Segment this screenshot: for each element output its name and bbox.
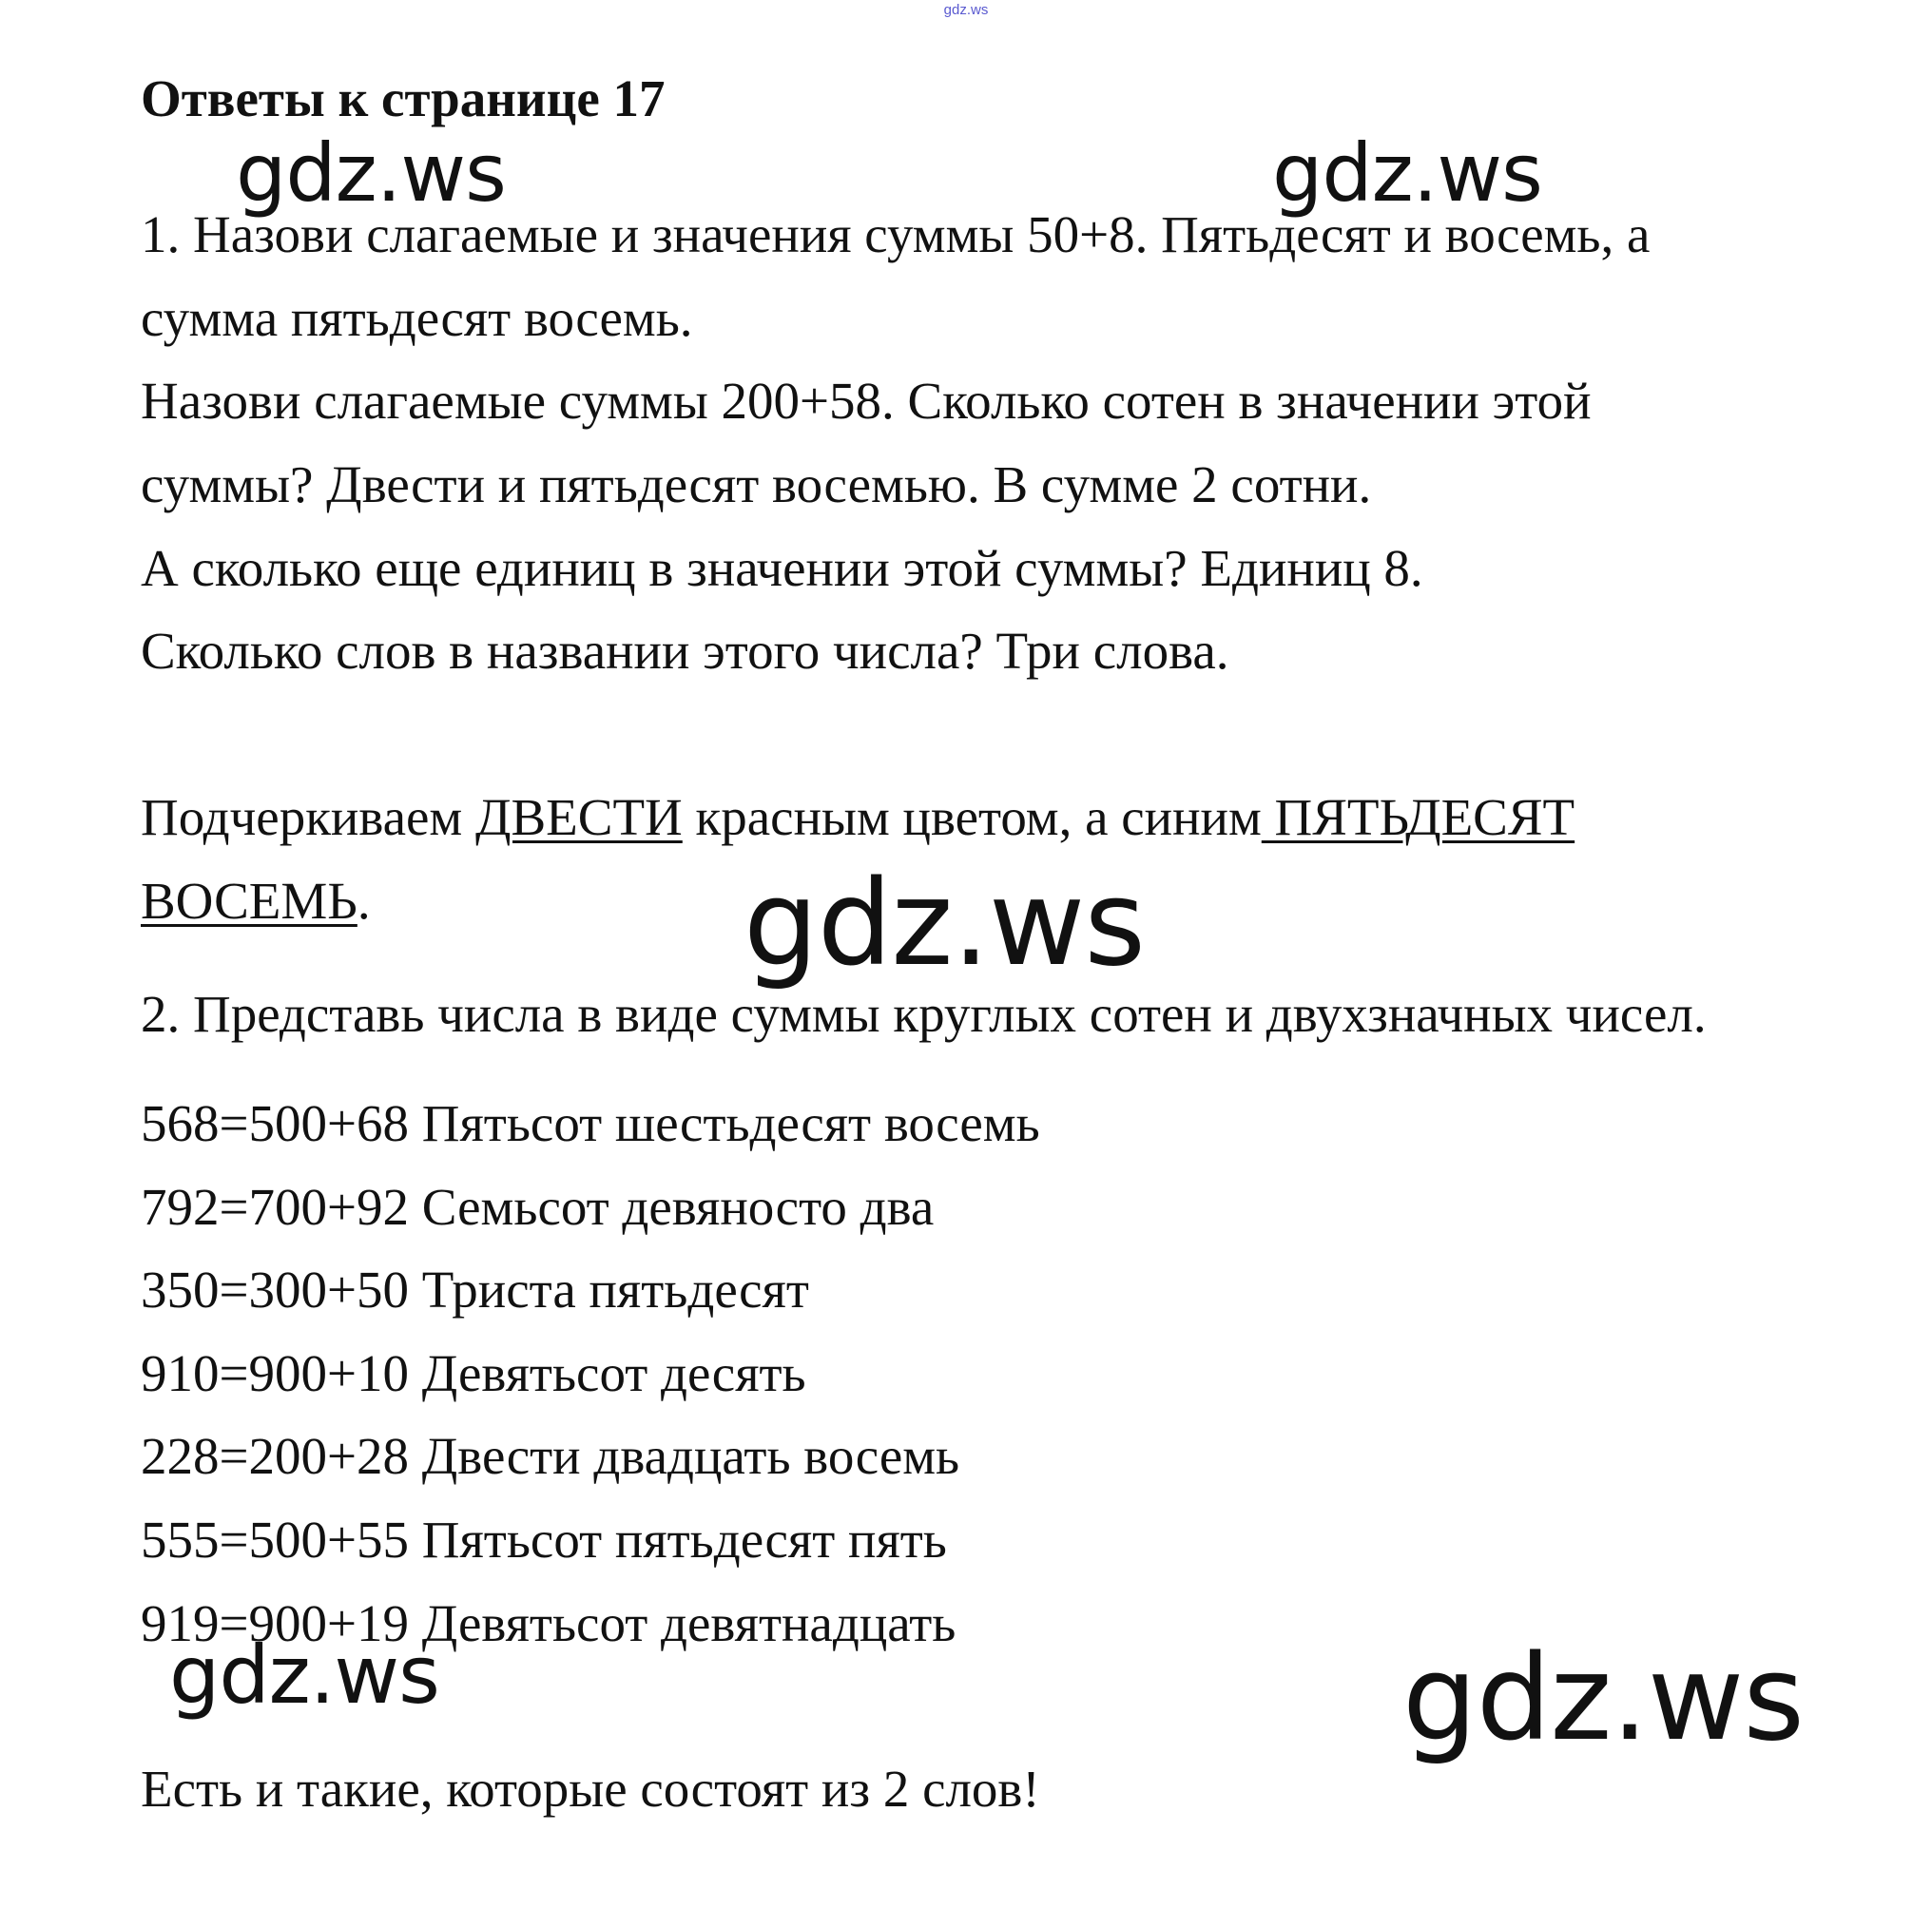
section2-footer: Есть и такие, которые состоят из 2 слов! — [141, 1760, 1040, 1818]
section1-line: Сколько слов в названии этого числа? Три слова. — [141, 622, 1229, 680]
number-row: 350=300+50 Триста пятьдесят — [141, 1261, 809, 1319]
number-row: 568=500+68 Пятьсот шестьдесят восемь — [141, 1094, 1040, 1152]
watermark: gdz.ws — [1402, 1630, 1804, 1767]
section1-line: Назови слагаемые суммы 200+58. Сколько сотен в значении этой — [141, 372, 1592, 430]
underline-note-line2 — [141, 871, 371, 931]
number-row: 919=900+19 Девятьсот девятнадцать — [141, 1594, 956, 1652]
number-row: 910=900+10 Девятьсот десять — [141, 1344, 806, 1402]
underlined-word-blue: ВОСЕМЬ — [141, 872, 357, 930]
watermark: gdz.ws — [1272, 126, 1542, 220]
section2-heading: 2. Представь числа в виде суммы круглых сотен и двухзначных чисел. — [141, 985, 1707, 1043]
watermark: gdz.ws — [169, 1629, 439, 1722]
section1-line: сумма пятьдесят восемь. — [141, 289, 693, 347]
number-row: 792=700+92 Семьсот девяносто два — [141, 1178, 935, 1236]
top-watermark: gdz.ws — [943, 2, 989, 18]
underline-note-text: красным цветом, а синим — [682, 788, 1262, 846]
page-title: Ответы к странице 17 — [141, 69, 666, 127]
watermark: gdz.ws — [236, 126, 506, 220]
number-row: 228=200+28 Двести двадцать восемь — [141, 1427, 960, 1485]
underlined-word-red: ДВЕСТИ — [474, 788, 683, 846]
watermark: gdz.ws — [744, 856, 1145, 993]
section1-line: А сколько еще единиц в значении этой суммы? Единиц 8. — [141, 539, 1423, 597]
underlined-word-blue: ПЯТЬДЕСЯТ — [1261, 788, 1575, 846]
underline-note-line1 — [141, 787, 1575, 847]
number-row: 555=500+55 Пятьсот пятьдесят пять — [141, 1511, 947, 1569]
section1-line: суммы? Двести и пятьдесят восемью. В сумме 2 сотни. — [141, 455, 1372, 513]
underline-note-text: . — [357, 872, 371, 930]
section1-line: 1. Назови слагаемые и значения суммы 50+8. Пятьдесят и восемь, а — [141, 205, 1651, 263]
underline-note-text: Подчеркиваем — [141, 788, 475, 846]
